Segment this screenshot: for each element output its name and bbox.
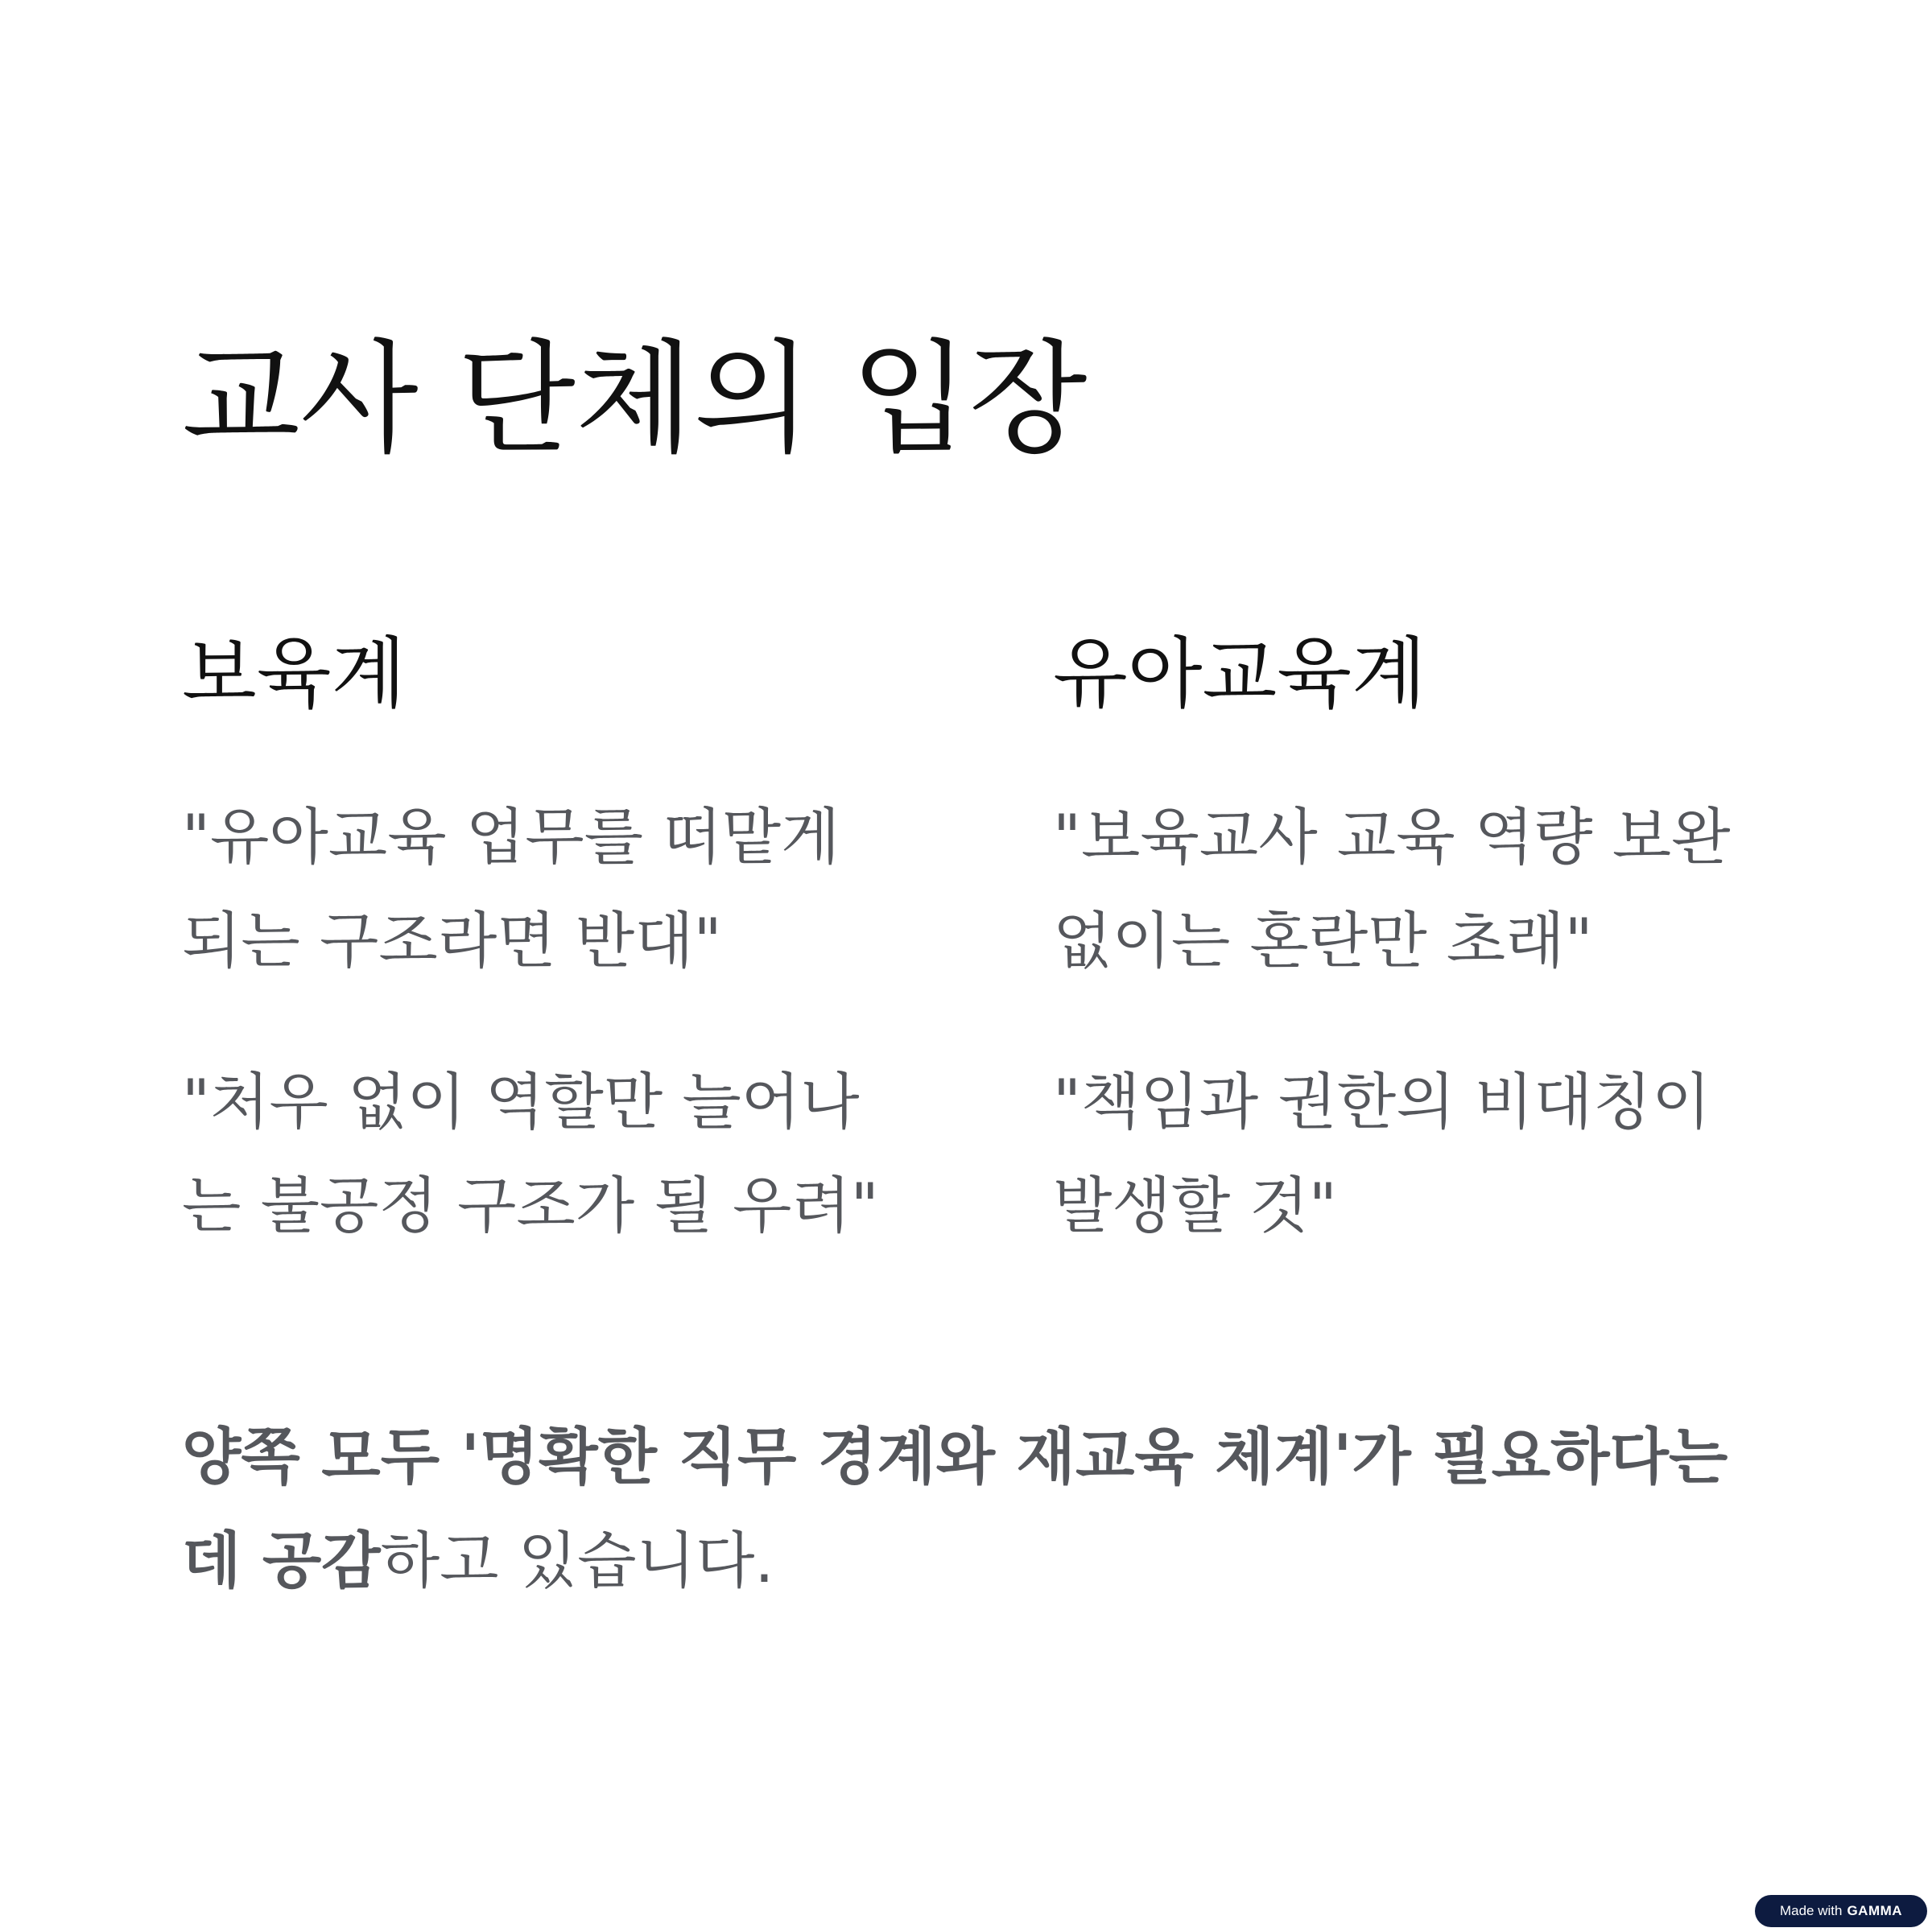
summary-rest: 하고 있습니다. — [380, 1525, 774, 1597]
quote-line: "처우 없이 역할만 늘어나 — [182, 1065, 860, 1137]
quote-line: 없이는 혼란만 초래" — [1053, 905, 1593, 977]
childcare-heading: 보육계 — [182, 629, 407, 719]
early-education-column — [1053, 628, 1777, 1257]
summary-text — [182, 1405, 1728, 1612]
summary-bold-line2: 데 공감 — [182, 1525, 381, 1597]
quote-line: "책임과 권한의 비대칭이 — [1053, 1065, 1711, 1137]
quote-line: "보육교사 교육 역량 보완 — [1053, 801, 1731, 873]
early-education-quote-1 — [1053, 785, 1777, 993]
made-with-gamma-badge[interactable] — [1755, 1895, 1927, 1927]
quote-line: "유아교육 업무를 떠맡게 — [182, 801, 840, 873]
gamma-logo: GAMMA — [1847, 1903, 1903, 1918]
childcare-column — [182, 628, 890, 1257]
quote-line: 되는 구조라면 반대" — [182, 905, 722, 977]
childcare-quote-2 — [182, 1050, 890, 1257]
badge-made-with: Made with — [1779, 1903, 1843, 1918]
quote-line: 발생할 것" — [1053, 1169, 1337, 1241]
early-education-heading: 유아교육계 — [1053, 629, 1426, 719]
summary-bold-line1: 양쪽 모두 '명확한 직무 경계와 재교육 체계'가 필요하다는 — [182, 1421, 1728, 1492]
early-education-quote-2 — [1053, 1050, 1777, 1257]
childcare-quote-1 — [182, 785, 890, 993]
quote-line: 는 불공정 구조가 될 우려" — [182, 1169, 879, 1241]
page-title: 교사 단체의 입장 — [182, 328, 1088, 470]
